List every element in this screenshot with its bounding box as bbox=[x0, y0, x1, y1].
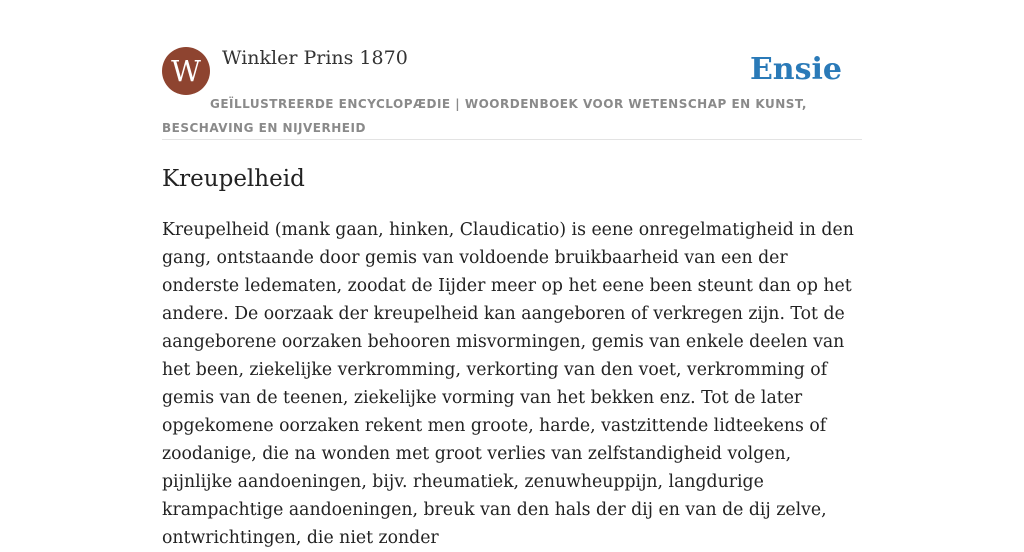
article-body: Kreupelheid (mank gaan, hinken, Claudicatio) is eene onregelmatigheid in den gang, ontstaande door gemis van voldoende bruikbaarheid van een der onderste ledematen, zoodat de Iijder meer op het eene been steunt dan op het andere. De oorzaak der kreupelheid kan aangeboren of verkregen zijn. Tot de aangeborene oorzaken behooren misvormingen, gemis van enkele deelen van het been, ziekelijke verkromming, verkorting van den voet, verkromming of gemis van de teenen, ziekelijke vorming van het bekken enz. Tot de later opgekomene oorzaken rekent men groote, harde, vastzittende lidteekens of zoodanige, die na wonden met groot verlies van zelfstandigheid volgen, pijnlijke aandoeningen, bijv. rheumatiek, zenuwheuppijn, langdurige krampachtige aandoeningen, breuk van den hals der dij en van de dij zelve, ontwrichtingen, die niet zonder bbox=[162, 220, 854, 548]
source-title[interactable]: Winkler Prins 1870 bbox=[222, 47, 408, 69]
source-subtitle: GEÏLLUSTREERDE ENCYCLOPÆDIE | WOORDENBOEK VOOR WETENSCHAP EN KUNST, BESCHAVING EN NIJVERHEID bbox=[162, 97, 807, 135]
article-title: Kreupelheid bbox=[162, 166, 305, 192]
header-divider bbox=[162, 139, 862, 140]
source-avatar[interactable]: W bbox=[162, 47, 210, 95]
ensie-logo[interactable]: Ensie bbox=[749, 52, 842, 87]
